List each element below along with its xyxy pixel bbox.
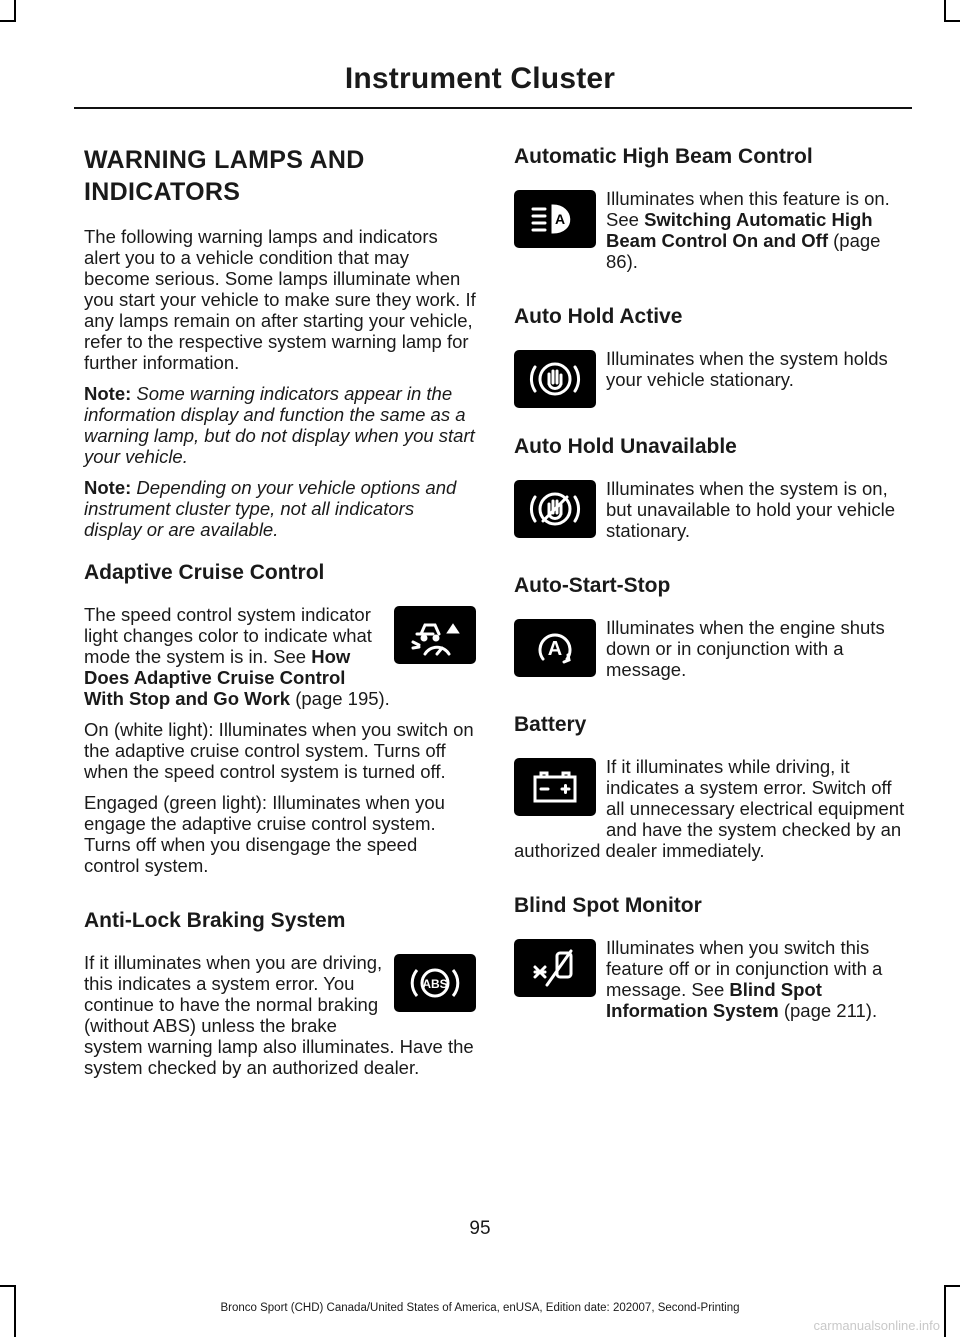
auto-high-beam-icon [514, 190, 596, 248]
acc-text: The speed control system indicator light changes color to indicate what mode the system is in. See How Does Adaptive Cruise Control With Stop and Go Work (page 195). [84, 604, 390, 709]
footer-edition-text: Bronco Sport (CHD) Canada/United States of America, enUSA, Edition date: 202007, Second-Printing [220, 1302, 740, 1314]
auto-start-stop-section [514, 573, 908, 690]
acc-xref-link[interactable]: How Does Adaptive Cruise Control With Stop and Go Work [84, 646, 351, 709]
auto-start-stop-text: Illuminates when the engine shuts down or in conjunction with a message. [606, 617, 885, 680]
ahb-xref-link[interactable]: Switching Automatic High Beam Control On and Off [606, 209, 873, 251]
crop-mark [14, 0, 16, 22]
blind-spot-off-icon [514, 939, 596, 997]
auto-hold-active-section [514, 304, 908, 412]
blind-spot-xref-link[interactable]: Blind Spot Information System [606, 979, 822, 1021]
note-paragraph [84, 477, 476, 540]
blind-spot-title: Blind Spot Monitor [514, 894, 702, 917]
abs-title: Anti-Lock Braking System [84, 909, 346, 932]
auto-hold-active-text: Illuminates when the system holds your vehicle stationary. [606, 348, 888, 390]
crop-mark [944, 0, 946, 22]
auto-hold-unavailable-section [514, 434, 908, 551]
battery-icon [514, 758, 596, 816]
acc-on-text: On (white light): Illuminates when you switch on the adaptive cruise control system. Turns off when the speed control system is turned off. [84, 719, 474, 782]
acc-title: Adaptive Cruise Control [84, 561, 325, 584]
abs-icon-label: ABS [422, 977, 448, 991]
abs-icon [394, 954, 476, 1012]
ahb-title: Automatic High Beam Control [514, 145, 813, 168]
page-number: 95 [469, 1218, 491, 1239]
adaptive-cruise-icon [394, 606, 476, 664]
acc-section [84, 560, 476, 886]
auto-hold-unavailable-icon [514, 480, 596, 538]
crop-mark [944, 20, 960, 22]
auto-hold-unavailable-text: Illuminates when the system is on, but unavailable to hold your vehicle stationary. [606, 478, 895, 541]
auto-hold-icon [514, 350, 596, 408]
section-heading: WARNING LAMPS AND INDICATORS [84, 146, 365, 206]
intro-paragraph: The following warning lamps and indicators alert you to a vehicle condition that may become serious. Some lamps illuminate when you start your vehicle to make sure they work. If any lamps remain on after starting your vehicle, refer to the respective system warning lamp for further information. [84, 226, 476, 373]
crop-mark [0, 1285, 16, 1287]
svg-text:A: A [554, 211, 566, 227]
crop-mark [0, 20, 16, 22]
blind-spot-text: Illuminates when you switch this feature off or in conjunction with a message. See Blind Spot Information System (page 211). [606, 937, 883, 1021]
note-label: Note: [84, 477, 132, 498]
svg-text:A: A [547, 638, 563, 660]
note-paragraph [84, 383, 476, 467]
header-rule [74, 107, 912, 109]
blind-spot-section [514, 893, 908, 1031]
ahb-text: Illuminates when this feature is on. See Switching Automatic High Beam Control On and Off (page 86). [606, 188, 890, 272]
note-label: Note: [84, 383, 132, 404]
abs-text: If it illuminates when you are driving, this indicates a system error. You continue to have the normal braking (without ABS) unless the brake system warning lamp also illuminates. Have the system checked by an authorized dealer. [84, 952, 474, 1078]
acc-engaged-text: Engaged (green light): Illuminates when you engage the adaptive cruise control system. Turns off when you disengage the speed control system. [84, 792, 445, 876]
abs-section [84, 908, 476, 1088]
auto-hold-unavailable-title: Auto Hold Unavailable [514, 435, 737, 458]
battery-section [514, 712, 908, 871]
battery-text: If it illuminates while driving, it indicates a system error. Switch off all unnecessary electrical equipment and have the system checked by an authorized dealer immediately. [514, 756, 905, 861]
battery-title: Battery [514, 713, 587, 736]
auto-start-stop-title: Auto-Start-Stop [514, 574, 671, 597]
page-header-title: Instrument Cluster [344, 62, 616, 95]
ahb-section [514, 144, 908, 282]
auto-start-stop-icon [514, 619, 596, 677]
auto-hold-active-title: Auto Hold Active [514, 305, 683, 328]
note-text: Depending on your vehicle options and instrument cluster type, not all indicators display or are available. [84, 477, 457, 540]
note-text: Some warning indicators appear in the information display and function the same as a warning lamp, but do not display when you start your vehicle. [84, 383, 475, 467]
crop-mark [944, 1285, 960, 1287]
left-column [84, 144, 476, 1110]
right-column [514, 144, 908, 1053]
watermark-text: carmanualsonline.info [813, 1318, 940, 1333]
